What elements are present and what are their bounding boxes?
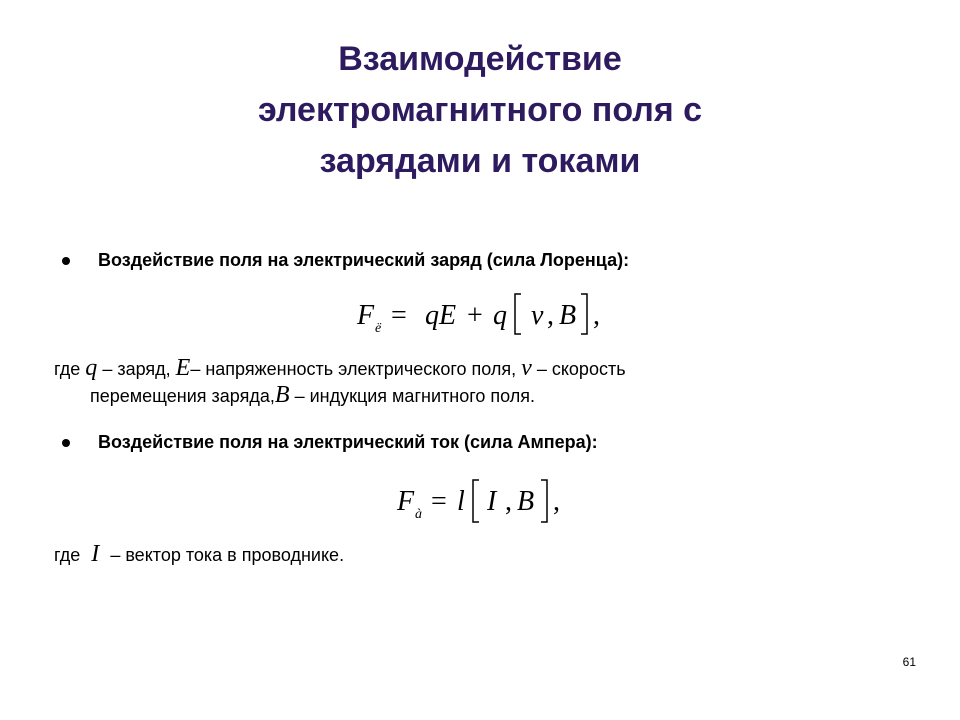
where-label: где bbox=[54, 359, 81, 379]
E-description: – напряженность электрического поля, bbox=[190, 359, 517, 379]
formula2-I: I bbox=[487, 486, 497, 517]
formula1-comma-end: , bbox=[593, 300, 600, 331]
formula1-F: F bbox=[357, 300, 375, 331]
formula2-comma-inner: , bbox=[505, 486, 512, 517]
I-description: – вектор тока в проводнике. bbox=[110, 545, 345, 565]
title-line-2: электромагнитного поля с bbox=[257, 91, 703, 129]
title-line-3: зарядами и токами bbox=[319, 142, 641, 180]
symbol-B: B bbox=[274, 382, 290, 408]
line2-start: перемещения заряда, bbox=[90, 386, 275, 406]
slide-title bbox=[130, 34, 830, 187]
formula2-comma-end: , bbox=[553, 486, 560, 517]
formula2-sub: à bbox=[415, 507, 422, 522]
left-bracket-icon bbox=[515, 294, 521, 334]
explanation-ampere bbox=[54, 541, 344, 568]
bullet-dot-icon bbox=[62, 439, 70, 447]
formula2-B: B bbox=[517, 486, 535, 517]
formula2-eq: = bbox=[431, 486, 447, 517]
formula-ampere bbox=[395, 476, 585, 528]
bullet-ampere-text: Воздействие поля на электрический ток (сила Ампера): bbox=[98, 432, 598, 452]
page-number: 61 bbox=[902, 655, 916, 669]
formula2-F: F bbox=[397, 486, 415, 517]
right-bracket-icon bbox=[541, 480, 547, 522]
formula1-qE: qE bbox=[425, 300, 457, 331]
formula1-q: q bbox=[493, 300, 507, 331]
formula1-sub: ё bbox=[375, 321, 382, 336]
formula1-plus: + bbox=[467, 300, 483, 331]
symbol-q: q bbox=[85, 355, 98, 381]
v-description: – скорость bbox=[536, 359, 626, 379]
right-bracket-icon bbox=[581, 294, 587, 334]
explanation-lorentz-line2 bbox=[90, 382, 535, 409]
bullet-dot-icon bbox=[62, 257, 70, 265]
q-description: – заряд, bbox=[102, 359, 171, 379]
formula-lorentz bbox=[355, 288, 625, 340]
formula1-v: v bbox=[531, 300, 544, 331]
left-bracket-icon bbox=[473, 480, 479, 522]
formula1-eq: = bbox=[391, 300, 407, 331]
formula1-comma-inner: , bbox=[547, 300, 554, 331]
B-description: – индукция магнитного поля. bbox=[294, 386, 535, 406]
explanation-lorentz-line1 bbox=[54, 355, 626, 382]
symbol-v: v bbox=[521, 355, 532, 381]
bullet-lorentz-text: Воздействие поля на электрический заряд (сила Лоренца): bbox=[98, 250, 630, 270]
formula1-B: B bbox=[559, 300, 577, 331]
symbol-E: E bbox=[175, 355, 191, 381]
where-label-2: где bbox=[54, 545, 81, 565]
formula2-l: l bbox=[457, 486, 465, 517]
title-line-1: Взаимодействие bbox=[338, 40, 622, 78]
symbol-I: I bbox=[91, 541, 100, 567]
